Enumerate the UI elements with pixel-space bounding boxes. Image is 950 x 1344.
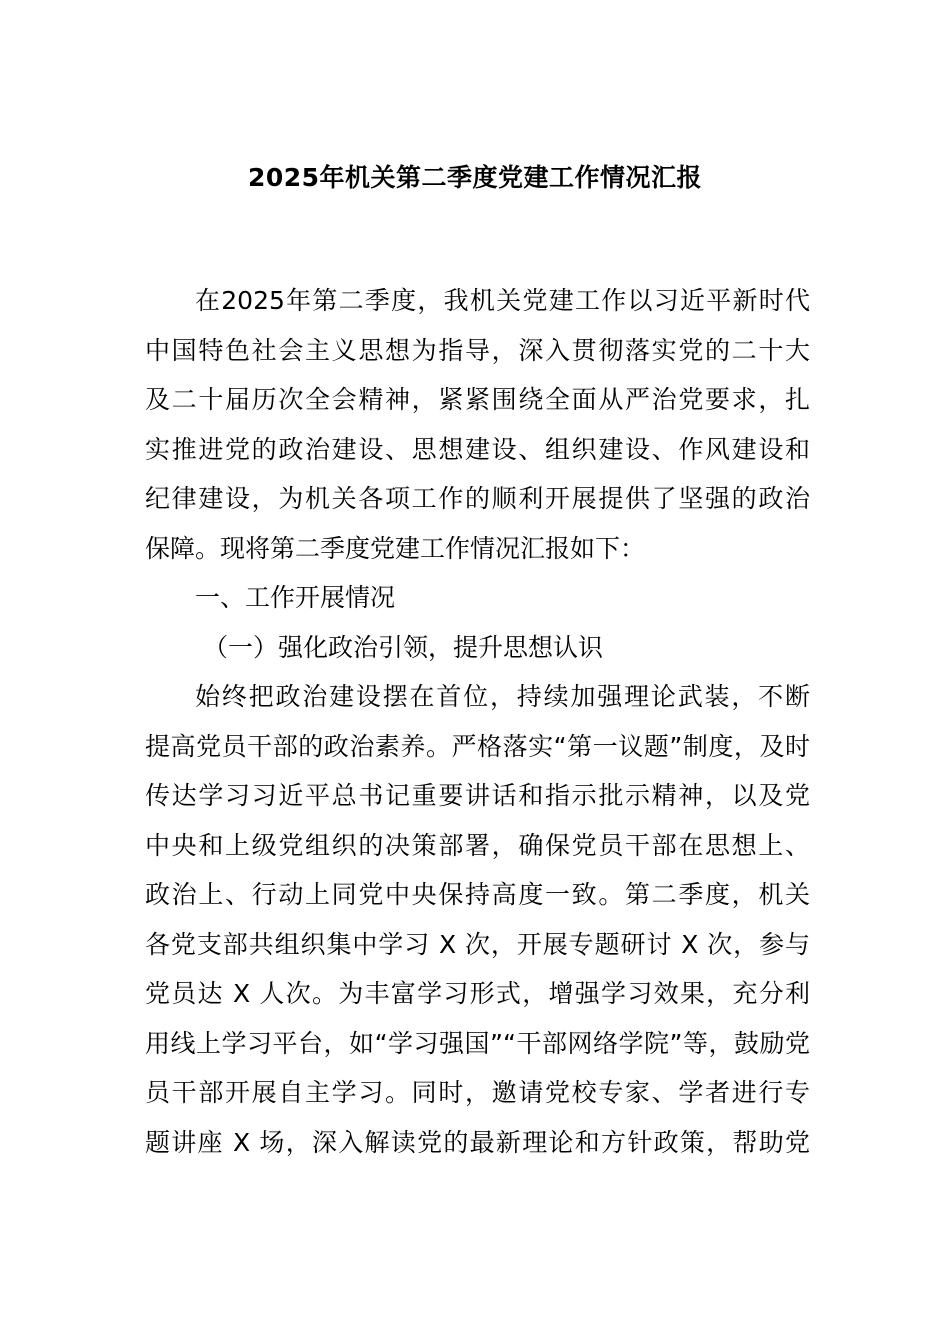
document-body bbox=[145, 276, 810, 1167]
document-title: 2025年机关第二季度党建工作情况汇报 bbox=[247, 163, 703, 192]
paragraph-line: 用线上学习平台，如“学习强国”“干部网络学院”等，鼓励党 bbox=[145, 1028, 810, 1058]
section-heading: 一、工作开展情况 bbox=[195, 583, 396, 612]
paragraph-line: 在2025年第二季度，我机关党建工作以习近平新时代 bbox=[195, 286, 810, 315]
paragraph-line: 始终把政治建设摆在首位，持续加强理论武装，不断 bbox=[195, 682, 810, 711]
paragraph-line: 题讲座 X 场，深入解读党的最新理论和方针政策，帮助党 bbox=[145, 1127, 810, 1157]
paragraph-line: 员干部开展自主学习。同时，邀请党校专家、学者进行专 bbox=[145, 1078, 810, 1107]
paragraph-line: 各党支部共组织集中学习 X 次，开展专题研讨 X 次，参与 bbox=[145, 929, 810, 959]
paragraph-line: 实推进党的政治建设、思想建设、组织建设、作风建设和 bbox=[145, 434, 810, 464]
subsection-heading: （一）强化政治引领，提升思想认识 bbox=[203, 632, 604, 662]
paragraph-line: 纪律建设，为机关各项工作的顺利开展提供了坚强的政治 bbox=[145, 484, 810, 513]
paragraph-line: 中国特色社会主义思想为指导，深入贯彻落实党的二十大 bbox=[145, 335, 810, 365]
paragraph-line: 党员达 X 人次。为丰富学习形式，增强学习效果，充分利 bbox=[145, 979, 810, 1008]
paragraph-line: 及二十届历次全会精神，紧紧围绕全面从严治党要求，扎 bbox=[145, 385, 810, 414]
paragraph-line: 中央和上级党组织的决策部署，确保党员干部在思想上、 bbox=[145, 830, 810, 860]
paragraph-line: 提高党员干部的政治素养。严格落实“第一议题”制度，及时 bbox=[145, 731, 810, 761]
paragraph-line: 政治上、行动上同党中央保持高度一致。第二季度，机关 bbox=[145, 880, 810, 909]
paragraph-line: 保障。现将第二季度党建工作情况汇报如下： bbox=[145, 533, 646, 563]
paragraph-line: 传达学习习近平总书记重要讲话和指示批示精神，以及党 bbox=[145, 781, 810, 810]
